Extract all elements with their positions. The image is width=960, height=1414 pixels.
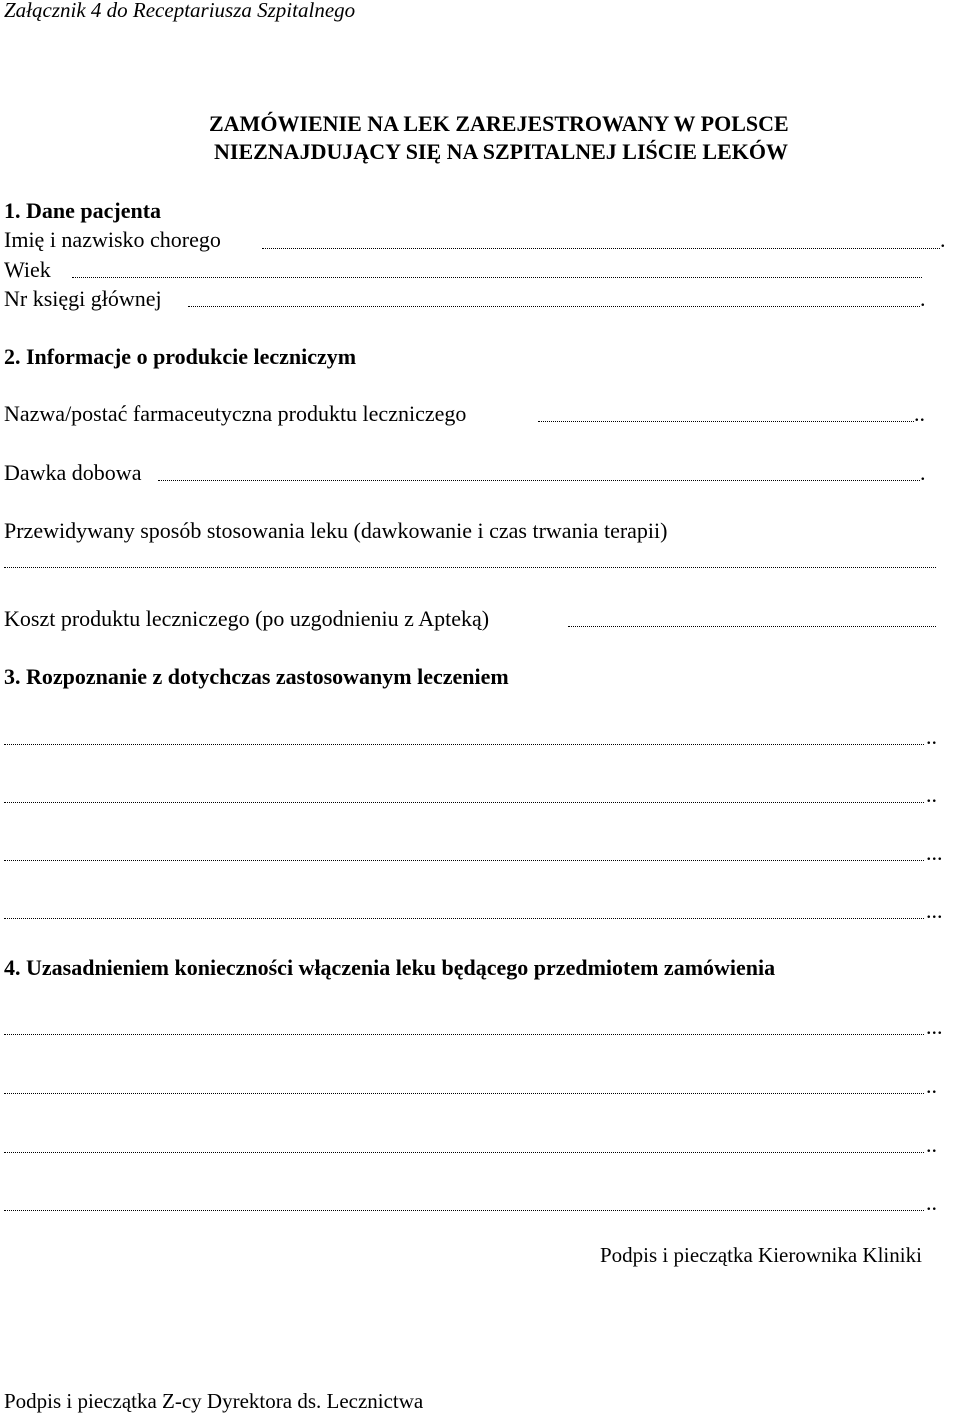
justification-line-3[interactable] [4, 1152, 924, 1153]
product-name-field[interactable] [538, 421, 914, 422]
diagnosis-line-3-end: ... [926, 840, 943, 865]
justification-line-1[interactable] [4, 1034, 924, 1035]
usage-field[interactable] [4, 567, 936, 568]
justification-line-3-end: .. [926, 1132, 937, 1157]
cost-field[interactable] [568, 626, 936, 627]
justification-line-2[interactable] [4, 1093, 924, 1094]
diagnosis-line-1[interactable] [4, 744, 924, 745]
justification-line-1-end: ... [926, 1014, 943, 1039]
section-4-heading: 4. Uzasadnieniem konieczności włączenia leku będącego przedmiotem zamówienia [4, 955, 776, 980]
diagnosis-line-2-end: .. [926, 782, 937, 807]
daily-dose-label: Dawka dobowa [4, 460, 142, 485]
patient-name-field[interactable] [262, 248, 940, 249]
section-2-heading: 2. Informacje o produkcie leczniczym [4, 344, 357, 369]
product-name-field-end: .. [914, 401, 925, 426]
patient-name-label: Imię i nazwisko chorego [4, 227, 221, 252]
patient-age-label: Wiek [4, 257, 51, 282]
cost-label: Koszt produktu leczniczego (po uzgodnieniu z Apteką) [4, 606, 490, 631]
deputy-director-signature-label: Podpis i pieczątka Z-cy Dyrektora ds. Lecznictwa [4, 1389, 424, 1413]
justification-line-4-end: .. [926, 1190, 937, 1215]
document-title-line-1: ZAMÓWIENIE NA LEK ZAREJESTROWANY W POLSCE [209, 111, 789, 136]
diagnosis-line-4-end: ... [926, 898, 943, 923]
daily-dose-field[interactable] [158, 480, 920, 481]
daily-dose-field-end: . [920, 460, 926, 485]
section-1-heading: 1. Dane pacjenta [4, 198, 162, 223]
diagnosis-line-3[interactable] [4, 860, 924, 861]
product-name-label: Nazwa/postać farmaceutyczna produktu leczniczego [4, 401, 467, 426]
record-number-field-end: . [920, 286, 926, 311]
diagnosis-line-2[interactable] [4, 802, 924, 803]
record-number-label: Nr księgi głównej [4, 286, 162, 311]
patient-age-field[interactable] [72, 277, 922, 278]
diagnosis-line-1-end: .. [926, 724, 937, 749]
clinic-head-signature-label: Podpis i pieczątka Kierownika Kliniki [600, 1243, 922, 1267]
justification-line-4[interactable] [4, 1210, 924, 1211]
justification-line-2-end: .. [926, 1073, 937, 1098]
usage-label: Przewidywany sposób stosowania leku (dawkowanie i czas trwania terapii) [4, 518, 668, 543]
annex-note: Załącznik 4 do Receptariusza Szpitalnego [4, 0, 356, 22]
diagnosis-line-4[interactable] [4, 918, 924, 919]
record-number-field[interactable] [188, 306, 920, 307]
document-title-line-2: NIEZNAJDUJĄCY SIĘ NA SZPITALNEJ LIŚCIE LEKÓW [214, 139, 788, 164]
section-3-heading: 3. Rozpoznanie z dotychczas zastosowanym leczeniem [4, 664, 509, 689]
patient-name-field-end: . [940, 227, 946, 252]
